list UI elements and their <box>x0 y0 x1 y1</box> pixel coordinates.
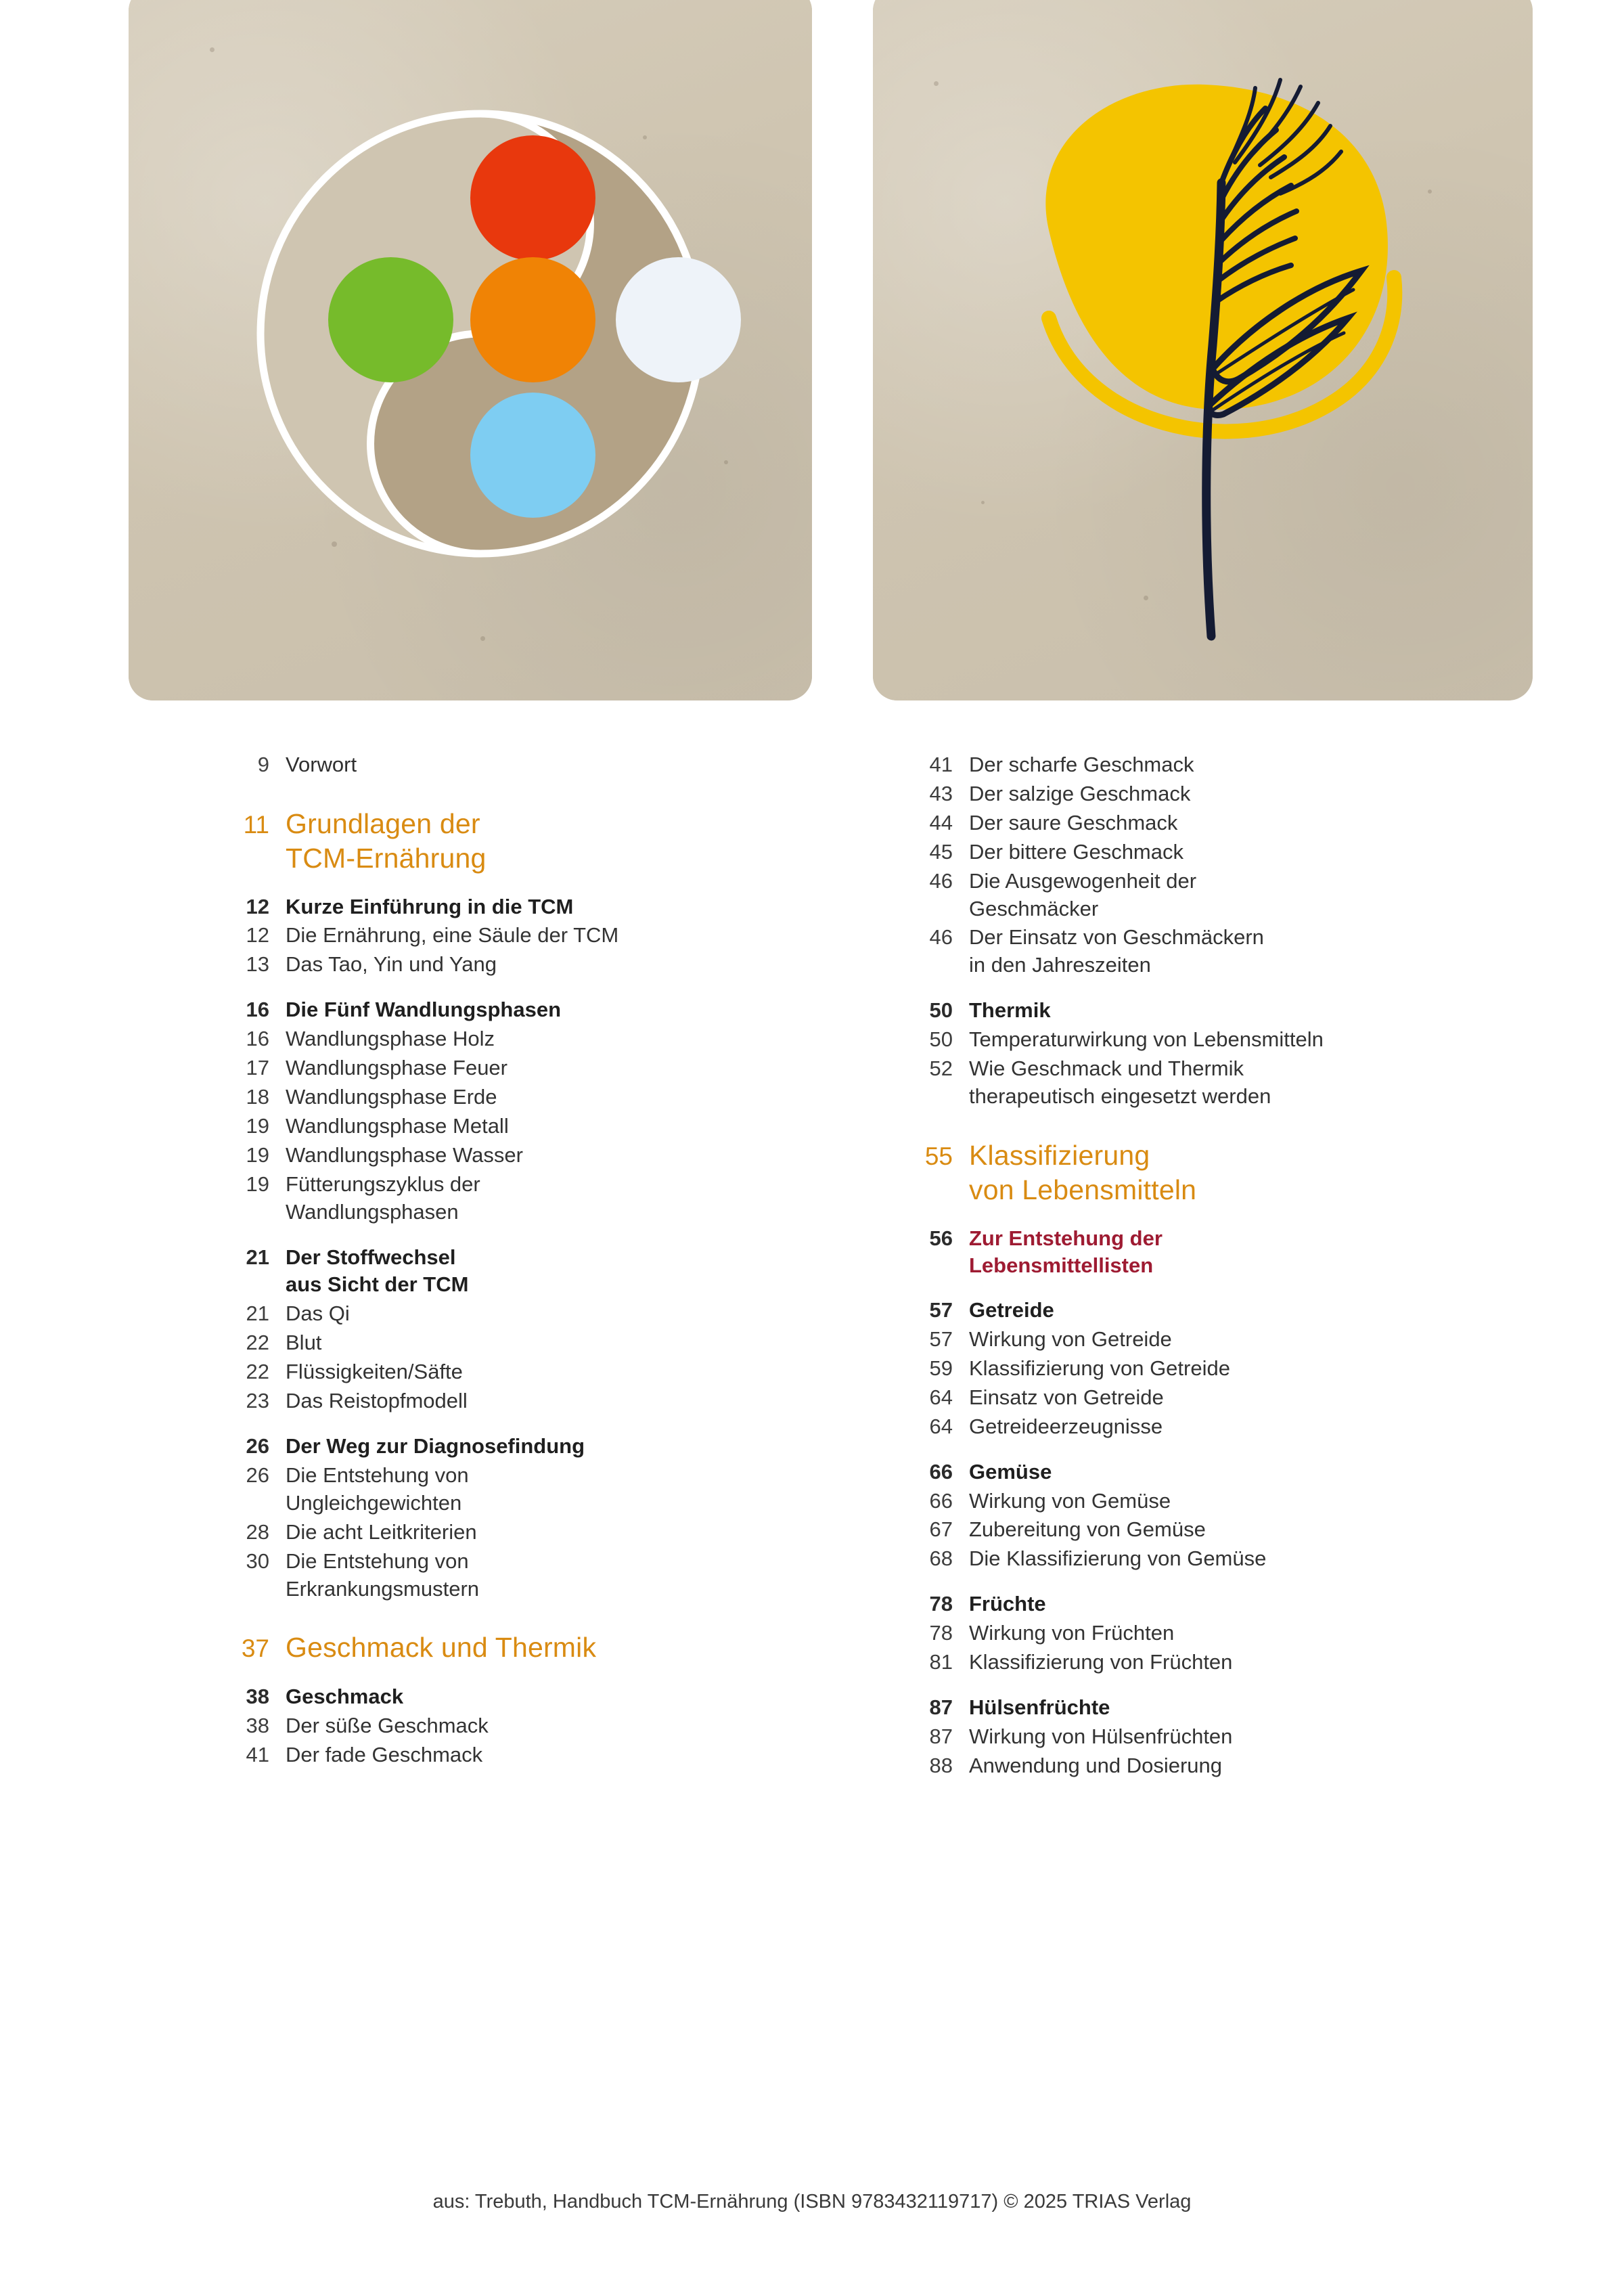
toc-entry-label: Flüssigkeiten/Säfte <box>286 1360 463 1384</box>
toc-entry-label: Geschmack und Thermik <box>286 1632 597 1664</box>
toc-entry-label: Einsatz von Getreide <box>969 1385 1164 1409</box>
toc-page-number: 66 <box>929 1459 953 1484</box>
toc-entry[interactable] <box>217 951 812 979</box>
wheat-illustration <box>873 0 1533 700</box>
toc-entry-label: Thermik <box>969 998 1051 1023</box>
toc-entry[interactable] <box>217 1244 812 1299</box>
toc-entry[interactable] <box>900 1752 1550 1780</box>
illustration-row <box>0 0 1624 717</box>
toc-entry-label: Das Reistopfmodell <box>286 1389 468 1413</box>
toc-page-number: 56 <box>929 1226 953 1250</box>
toc-entry-label: Wandlungsphase Wasser <box>286 1142 523 1167</box>
toc-entry-label: Wandlungsphase Erde <box>286 1085 497 1109</box>
toc-entry[interactable] <box>900 809 1550 837</box>
toc-entry[interactable] <box>900 1135 1550 1207</box>
toc-entry-label: Der saure Geschmack <box>969 810 1178 834</box>
toc-entry-label: Das Tao, Yin und Yang <box>286 952 497 977</box>
toc-entry-label: Der Weg zur Diagnosefindung <box>286 1433 585 1458</box>
toc-page-number: 22 <box>246 1331 269 1355</box>
toc-entry-label: Der süße Geschmack <box>286 1714 489 1738</box>
toc-page-number: 46 <box>929 868 953 893</box>
toc-page-number: 68 <box>929 1546 953 1571</box>
toc-entry[interactable] <box>217 996 812 1024</box>
toc-page-number: 87 <box>929 1695 953 1719</box>
toc-entry[interactable] <box>217 1548 812 1603</box>
toc-entry[interactable] <box>217 1329 812 1357</box>
toc-entry[interactable] <box>900 868 1550 923</box>
toc-entry[interactable] <box>900 1649 1550 1676</box>
toc-entry[interactable] <box>900 1297 1550 1324</box>
toc-page-number: 88 <box>929 1753 953 1777</box>
toc-entry-label: Der Stoffwechsel aus Sicht der TCM <box>286 1245 469 1297</box>
toc-entry[interactable] <box>217 1712 812 1740</box>
toc-page-number: 9 <box>257 753 269 776</box>
toc-entry-label: Gemüse <box>969 1459 1052 1484</box>
toc-entry[interactable] <box>900 924 1550 979</box>
toc-entry[interactable] <box>900 1026 1550 1054</box>
water-element-dot <box>470 393 595 518</box>
table-of-contents <box>0 751 1624 2173</box>
toc-entry-label: Blut <box>286 1331 322 1355</box>
toc-entry[interactable] <box>217 1300 812 1328</box>
toc-entry-label: Klassifizierung von Getreide <box>969 1356 1230 1380</box>
toc-page-number: 57 <box>929 1298 953 1322</box>
toc-page-number: 16 <box>246 1027 269 1051</box>
toc-entry-label: Fütterungszyklus der Wandlungsphasen <box>286 1172 480 1224</box>
toc-page-number: 26 <box>246 1433 269 1458</box>
toc-entry-label: Temperaturwirkung von Lebensmitteln <box>969 1027 1324 1052</box>
toc-entry[interactable] <box>217 1387 812 1415</box>
toc-page-number: 17 <box>246 1056 269 1080</box>
toc-entry[interactable] <box>900 1590 1550 1618</box>
toc-page-number: 38 <box>246 1714 269 1738</box>
toc-page-number: 46 <box>929 925 953 950</box>
toc-page-number: 55 <box>924 1142 953 1170</box>
toc-entry-label: Wirkung von Hülsenfrüchten <box>969 1724 1233 1748</box>
toc-page-number: 38 <box>246 1685 269 1709</box>
toc-page-number: 11 <box>243 810 269 839</box>
toc-entry[interactable] <box>217 1741 812 1769</box>
toc-entry-label: Zubereitung von Gemüse <box>969 1517 1206 1542</box>
toc-column-right <box>900 751 1550 1781</box>
toc-page-number: 64 <box>929 1385 953 1409</box>
toc-entry[interactable] <box>217 1627 812 1666</box>
toc-entry-label: Die Entstehung von Ungleichgewichten <box>286 1463 469 1515</box>
toc-page-number: 57 <box>929 1327 953 1352</box>
toc-page-number: 26 <box>246 1463 269 1487</box>
toc-entry-label: Kurze Einführung in die TCM <box>286 894 574 918</box>
toc-page-number: 81 <box>929 1650 953 1674</box>
toc-entry-label: Wandlungsphase Metall <box>286 1113 509 1138</box>
toc-entry-label: Der Einsatz von Geschmäckern in den Jahreszeiten <box>969 925 1264 977</box>
toc-entry[interactable] <box>217 1683 812 1711</box>
toc-page-number: 87 <box>929 1724 953 1748</box>
toc-page-number: 59 <box>929 1356 953 1380</box>
toc-page-number: 13 <box>246 952 269 977</box>
toc-page-number: 44 <box>929 810 953 834</box>
toc-page-number: 50 <box>929 1027 953 1052</box>
toc-entry-label: Wirkung von Gemüse <box>969 1488 1171 1513</box>
wheat-graphic <box>947 27 1489 636</box>
toc-entry[interactable] <box>217 1084 812 1111</box>
toc-entry-label: Anwendung und Dosierung <box>969 1753 1222 1777</box>
toc-entry[interactable] <box>900 1488 1550 1515</box>
toc-entry-label: Zur Entstehung der Lebensmittellisten <box>969 1226 1163 1277</box>
toc-page-number: 16 <box>246 998 269 1022</box>
toc-entry[interactable] <box>900 780 1550 808</box>
toc-entry-label: Getreideerzeugnisse <box>969 1414 1163 1438</box>
toc-entry-label: Der salzige Geschmack <box>969 781 1191 805</box>
toc-entry-label: Wie Geschmack und Thermik therapeutisch eingesetzt werden <box>969 1056 1271 1108</box>
fire-element-dot <box>470 135 595 261</box>
toc-entry[interactable] <box>217 803 812 876</box>
toc-entry-label: Vorwort <box>286 753 357 776</box>
toc-page-number: 22 <box>246 1360 269 1384</box>
toc-entry[interactable] <box>900 1055 1550 1111</box>
toc-entry[interactable] <box>217 1519 812 1546</box>
toc-entry[interactable] <box>900 1723 1550 1751</box>
toc-entry[interactable] <box>900 1326 1550 1354</box>
toc-entry-label: Wirkung von Früchten <box>969 1621 1175 1645</box>
toc-entry[interactable] <box>900 1459 1550 1486</box>
toc-entry[interactable] <box>900 1545 1550 1573</box>
wood-element-dot <box>328 257 453 382</box>
toc-entry[interactable] <box>900 1516 1550 1544</box>
toc-entry-label: Wandlungsphase Holz <box>286 1027 495 1051</box>
toc-page-number: 78 <box>929 1592 953 1616</box>
toc-page-number: 43 <box>929 781 953 805</box>
toc-entry[interactable] <box>900 839 1550 866</box>
toc-page-number: 19 <box>246 1142 269 1167</box>
toc-page-number: 12 <box>246 894 269 918</box>
toc-entry[interactable] <box>217 922 812 950</box>
toc-entry[interactable] <box>217 1433 812 1461</box>
toc-entry[interactable] <box>217 1142 812 1170</box>
toc-entry-label: Der bittere Geschmack <box>969 839 1183 864</box>
toc-page-number: 12 <box>246 923 269 948</box>
toc-entry-label: Die acht Leitkriterien <box>286 1519 477 1544</box>
toc-entry[interactable] <box>900 997 1550 1025</box>
yin-yang-symbol <box>210 64 771 626</box>
toc-page-number: 30 <box>246 1549 269 1573</box>
toc-page-number: 41 <box>246 1743 269 1767</box>
toc-entry-label: Der fade Geschmack <box>286 1743 483 1767</box>
toc-entry[interactable] <box>900 1384 1550 1412</box>
toc-page-number: 19 <box>246 1172 269 1196</box>
toc-entry-label: Grundlagen der TCM-Ernährung <box>286 807 487 874</box>
toc-entry-label: Die Fünf Wandlungsphasen <box>286 998 562 1022</box>
toc-entry[interactable] <box>900 1413 1550 1441</box>
toc-page-number: 67 <box>929 1517 953 1542</box>
toc-page-number: 37 <box>241 1634 269 1663</box>
toc-entry[interactable] <box>217 1358 812 1386</box>
toc-column-left <box>217 751 812 1771</box>
toc-page-number: 21 <box>246 1245 269 1269</box>
toc-entry[interactable] <box>900 751 1550 779</box>
toc-page-number: 23 <box>246 1389 269 1413</box>
toc-page-number: 21 <box>246 1301 269 1326</box>
wheat-svg <box>947 27 1489 670</box>
toc-entry-label: Hülsenfrüchte <box>969 1695 1110 1719</box>
metal-element-dot <box>616 257 741 382</box>
page-footer: aus: Trebuth, Handbuch TCM-Ernährung (ISBN 9783432119717) © 2025 TRIAS Verlag <box>432 2191 1192 2212</box>
toc-entry-label: Die Ausgewogenheit der Geschmäcker <box>969 868 1197 920</box>
toc-page-number: 18 <box>246 1085 269 1109</box>
toc-page-number: 45 <box>929 839 953 864</box>
toc-entry[interactable] <box>217 751 812 779</box>
toc-page-number: 66 <box>929 1488 953 1513</box>
toc-entry[interactable] <box>900 1355 1550 1383</box>
toc-entry-label: Wirkung von Getreide <box>969 1327 1172 1352</box>
toc-page-number: 28 <box>246 1519 269 1544</box>
toc-entry-label: Getreide <box>969 1298 1054 1322</box>
toc-entry-label: Die Entstehung von Erkrankungsmustern <box>286 1549 480 1601</box>
toc-entry[interactable] <box>217 1054 812 1082</box>
toc-entry-label: Klassifizierung von Lebensmitteln <box>969 1139 1197 1205</box>
toc-entry[interactable] <box>217 1462 812 1517</box>
yin-yang-illustration <box>129 0 812 700</box>
toc-entry[interactable] <box>217 1171 812 1226</box>
toc-page-number: 78 <box>929 1621 953 1645</box>
earth-element-dot <box>470 257 595 382</box>
toc-entry[interactable] <box>900 1620 1550 1647</box>
toc-page-number: 52 <box>929 1056 953 1081</box>
toc-entry[interactable] <box>217 1113 812 1140</box>
toc-entry-label: Der scharfe Geschmack <box>969 753 1194 776</box>
toc-entry[interactable] <box>217 1025 812 1053</box>
toc-page-number: 41 <box>929 753 953 776</box>
toc-entry[interactable] <box>900 1694 1550 1722</box>
toc-entry-label: Früchte <box>969 1592 1046 1616</box>
toc-entry[interactable] <box>900 1225 1550 1280</box>
toc-page-number: 64 <box>929 1414 953 1438</box>
toc-entry-label: Klassifizierung von Früchten <box>969 1650 1233 1674</box>
toc-entry-label: Geschmack <box>286 1685 404 1709</box>
toc-entry-label: Wandlungsphase Feuer <box>286 1056 508 1080</box>
toc-entry[interactable] <box>217 893 812 921</box>
toc-entry-label: Die Ernährung, eine Säule der TCM <box>286 923 619 948</box>
toc-entry-label: Das Qi <box>286 1301 350 1326</box>
toc-entry-label: Die Klassifizierung von Gemüse <box>969 1546 1267 1571</box>
toc-page-number: 50 <box>929 998 953 1023</box>
toc-page-number: 19 <box>246 1113 269 1138</box>
